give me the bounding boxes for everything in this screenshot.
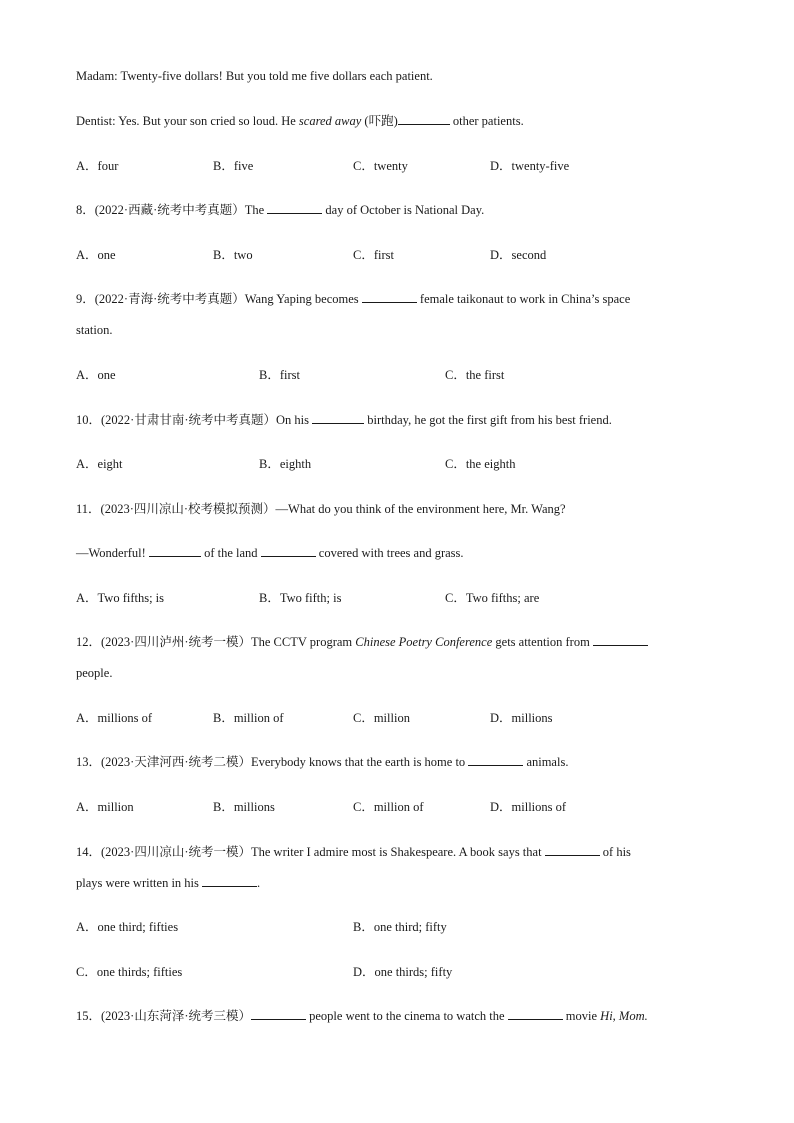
answer-blank (593, 634, 648, 646)
q13-prefix: 13．(2023·天津河西·统考二模）Everybody knows that the earth is home to (76, 755, 469, 769)
q8-option-a[interactable]: A．one (76, 248, 116, 262)
q11-option-b[interactable]: B．Two fifth; is (259, 591, 342, 605)
dentist-text-b: (吓跑) (361, 114, 398, 128)
q14-line2 (76, 875, 260, 891)
q9-option-c[interactable]: C．the first (445, 368, 505, 382)
q8-prefix: 8．(2022·西藏·统考中考真题）The (76, 203, 268, 217)
q10-option-b[interactable]: B．eighth (259, 457, 312, 471)
q14-suffix: of his (599, 845, 631, 859)
dentist-italic: scared away (298, 114, 362, 128)
q12-prefix: 12．(2023·四川泸州·统考一模）The CCTV program (76, 635, 356, 649)
q9-line2: station. (76, 323, 113, 337)
question-15 (76, 1008, 648, 1024)
answer-blank (508, 1008, 563, 1020)
q8-option-b[interactable]: B．two (213, 248, 253, 262)
q9-option-a[interactable]: A．one (76, 368, 116, 382)
q13-option-b[interactable]: B．millions (213, 800, 275, 814)
q12-option-b[interactable]: B．million of (213, 711, 284, 725)
q11-option-c[interactable]: C．Two fifths; are (445, 591, 540, 605)
dentist-text-a: Dentist: Yes. But your son cried so loud. He (76, 114, 299, 128)
answer-blank (398, 113, 450, 125)
q13-option-d[interactable]: D．millions of (490, 800, 567, 814)
q8-suffix: day of October is National Day. (322, 203, 485, 217)
question-9 (76, 291, 630, 307)
question-13 (76, 754, 568, 770)
question-12 (76, 634, 648, 650)
q8-option-d[interactable]: D．second (490, 248, 547, 262)
dialogue-dentist (76, 113, 524, 129)
option-c[interactable]: C．twenty (353, 159, 408, 173)
q11-l2b: of the land (200, 546, 261, 560)
q12-suffix: gets attention from (492, 635, 593, 649)
answer-blank (251, 1008, 306, 1020)
q10-option-a[interactable]: A．eight (76, 457, 123, 471)
q15-suffix: movie (562, 1009, 601, 1023)
q9-option-b[interactable]: B．first (259, 368, 300, 382)
question-10 (76, 412, 612, 428)
q11-option-a[interactable]: A．Two fifths; is (76, 591, 165, 605)
answer-blank (545, 844, 600, 856)
q13-option-a[interactable]: A．million (76, 800, 134, 814)
q12-option-d[interactable]: D．millions (490, 711, 553, 725)
answer-blank (149, 545, 201, 557)
dentist-text-c: other patients. (449, 114, 524, 128)
q11-line2 (76, 545, 464, 561)
answer-blank (312, 412, 364, 424)
q12-option-a[interactable]: A．millions of (76, 711, 153, 725)
option-b[interactable]: B．five (213, 159, 254, 173)
q13-option-c[interactable]: C．million of (353, 800, 424, 814)
q14-prefix: 14．(2023·四川凉山·统考一模）The writer I admire most is Shakespeare. A book says that (76, 845, 545, 859)
answer-blank (267, 202, 322, 214)
q15-italic: Hi, Mom. (600, 1009, 648, 1023)
answer-blank (261, 545, 316, 557)
answer-blank (468, 754, 523, 766)
q9-prefix: 9．(2022·青海·统考中考真题）Wang Yaping becomes (76, 292, 362, 306)
question-11: 11．(2023·四川凉山·校考模拟预测）—What do you think of the environment here, Mr. Wang? (76, 502, 566, 516)
q10-option-c[interactable]: C．the eighth (445, 457, 516, 471)
q14-option-c[interactable]: C．one thirds; fifties (76, 965, 183, 979)
q9-suffix: female taikonaut to work in China’s space (416, 292, 631, 306)
dialogue-madam: Madam: Twenty-five dollars! But you told me five dollars each patient. (76, 69, 433, 83)
q14-l2b: . (257, 876, 261, 890)
q14-option-a[interactable]: A．one third; fifties (76, 920, 179, 934)
q11-l2a: —Wonderful! (76, 546, 149, 560)
q14-l2a: plays were written in his (76, 876, 203, 890)
answer-blank (362, 291, 417, 303)
q15-prefix: 15．(2023·山东菏泽·统考三模） (76, 1009, 251, 1023)
q15-mid: people went to the cinema to watch the (306, 1009, 508, 1023)
q12-option-c[interactable]: C．million (353, 711, 410, 725)
q12-line2: people. (76, 666, 113, 680)
q10-prefix: 10．(2022·甘肃甘南·统考中考真题）On his (76, 413, 313, 427)
answer-blank (202, 875, 257, 887)
q11-l2c: covered with trees and grass. (315, 546, 464, 560)
q12-italic: Chinese Poetry Conference (355, 635, 493, 649)
option-d[interactable]: D．twenty-five (490, 159, 570, 173)
question-8 (76, 202, 484, 218)
q14-option-b[interactable]: B．one third; fifty (353, 920, 447, 934)
q14-option-d[interactable]: D．one thirds; fifty (353, 965, 453, 979)
question-14 (76, 844, 631, 860)
q10-suffix: birthday, he got the first gift from his best friend. (364, 413, 612, 427)
q13-suffix: animals. (523, 755, 569, 769)
option-a[interactable]: A．four (76, 159, 119, 173)
q8-option-c[interactable]: C．first (353, 248, 394, 262)
